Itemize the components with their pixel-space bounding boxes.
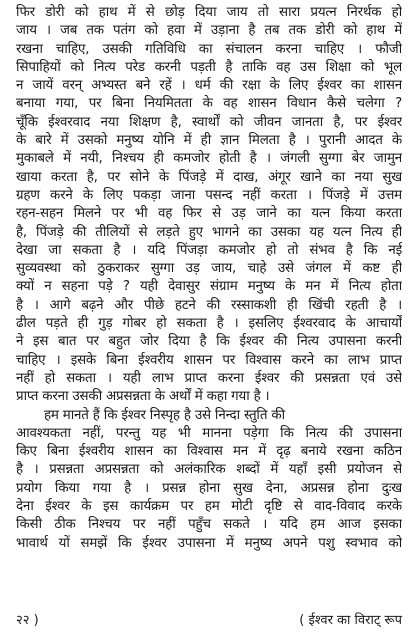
text-line: ढील पड़ते ही गुड़ गोबर हो सकता है । इसलिए ईश्वरवाद के आचार्यों — [16, 316, 402, 332]
text-line: रहन-सहन मिलने पर भी वह फिर से उड़ जाने का यत्न किया करता — [16, 206, 402, 222]
body-text — [16, 4, 402, 553]
text-line: हम मानते हैं कि ईश्वर निस्पृह है उसे निन्दा स्तुति की — [44, 407, 285, 423]
text-line: है । आगे बढ़ने और पीछे हटने की रस्साकशी ही खिंची रहती है । — [16, 297, 402, 313]
text-line: आवश्यकता नहीं, परन्तु यह भी मानना पड़ेगा कि नित्य की उपासना — [16, 425, 402, 441]
text-line: खाया करता है, पर सोने के पिंजड़े में दाख, अंगूर खाने का नया सुख — [16, 169, 402, 185]
text-line: चूँकि ईश्वरवाद नया शिक्षण है, स्वार्थों को जीवन जानता है, पर ईश्वर — [16, 114, 402, 130]
text-line: किए बिना ईश्वरीय शासन का विश्वास मन में दृढ़ बनाये रखना कठिन — [16, 444, 402, 460]
text-line: है, पिंजड़े की तीलियों से लड़ते हुए भागने का उसका यह यत्न नित्य ही — [16, 224, 402, 240]
text-line: फिर डोरी को हाथ में से छोड़ दिया जाय तो सारा प्रयत्न निरर्थक हो — [16, 5, 402, 20]
text-line: मुकाबले में नयी, निश्चय ही कमजोर होती है । जंगली सुग्गा बेर जामुन — [16, 151, 402, 167]
text-line: चाहिए । इसके बिना ईश्वरीय शासन पर विश्वास करने का लाभ प्राप्त — [16, 352, 402, 368]
text-line: बनाया गया, पर बिना नियमितता के वह शासन विधान कैसे चलेगा ? — [16, 96, 402, 112]
text-line: भावार्थ यों समझें कि ईश्वर उपासना में मनुष्य अपने पशु स्वभाव को — [16, 535, 402, 551]
text-line: रखना चाहिए, उसकी गतिविधि का संचालन करना चाहिए । फौजी — [16, 41, 402, 57]
page-number: २२ ) — [16, 613, 39, 628]
text-line: देखा जा सकता है । यदि पिंजड़ा कमजोर हो तो संभव है कि नई — [16, 242, 402, 258]
text-line: देना ईश्वर के इस कार्यक्रम पर हम मोटी दृष्टि से वाद-विवाद करके — [16, 499, 402, 515]
text-line: सिपाहियों को नित्य परेड करनी पड़ती है ताकि वह उस शिक्षा को भूल — [16, 59, 402, 75]
text-line: जाय । जब तक पतंग को हवा में उड़ाना है तब तक डोरी को हाथ में — [16, 23, 402, 39]
text-line: किसी ठीक निश्चय पर नहीं पहुँच सकते । यदि हम आज इसका — [16, 517, 402, 533]
text-line: प्रयोग किया गया है । प्रसन्न होना सुख देना, अप्रसन्न होना दुःख — [16, 480, 402, 496]
text-line: ग्रहण करने के लिए पकड़ा जाना पसन्द नहीं करता । पिंजड़े में उत्तम — [16, 187, 402, 203]
text-line: नहीं हो सकता । यही लाभ प्राप्त करना ईश्वर की प्रसन्नता एवं उसे — [16, 370, 402, 386]
text-line: सुव्यवस्था को ठुकराकर सुग्गा उड़ जाय, चाहे उसे जंगल में कष्ट ही — [16, 261, 402, 277]
text-line: ने इस बात पर बहुत जोर दिया है कि ईश्वर की नित्य उपासना करनी — [16, 334, 402, 350]
text-line: क्यों न सहना पड़े ? यही देवासुर संग्राम मनुष्य के मन में नित्य होता — [16, 279, 402, 295]
text-line: न जायें वरन् अभ्यस्त बने रहें । धर्म की रक्षा के लिए ईश्वर का शासन — [16, 78, 402, 94]
text-line: है । प्रसन्नता अप्रसन्नता को अलंकारिक शब्दों में यहाँ इसी प्रयोजन से — [16, 462, 402, 478]
text-line: प्राप्त करना उसकी अप्रसन्नता के अर्थों में कहा गया है । — [16, 389, 270, 405]
running-title: ( ईश्वर का विराट् रूप — [299, 613, 402, 628]
text-line: के बारे में उसको मनुष्य योनि में ही ज्ञान मिलता है । पुरानी आदत के — [16, 133, 402, 149]
page-footer — [16, 612, 402, 630]
